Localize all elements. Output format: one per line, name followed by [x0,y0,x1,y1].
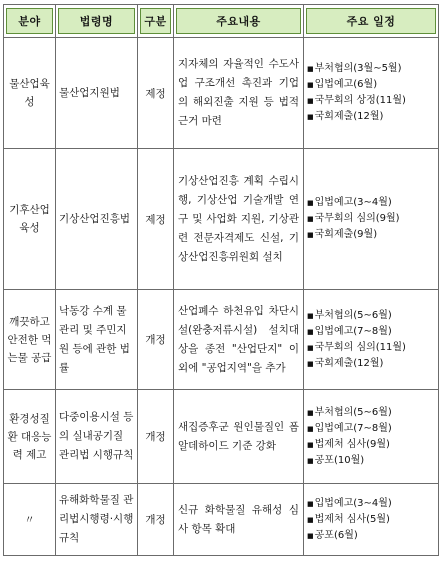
schedule-item: ■ 국회제출(12월) [307,357,384,369]
schedule-cell [304,484,439,556]
content-cell: 기상산업진흥 계획 수립시행, 기상산업 기술개발 연구 및 사업화 지원, 기상관련 전문자격제도 신설, 기상산업진흥위원회 설치 [174,149,304,290]
schedule-item: ■ 부처협의(5∼6월) [307,406,392,418]
law-name-cell: 낙동강 수계 물관리 및 주민지원 등에 관한 법률 [56,290,138,390]
content-cell: 신규 화학물질 유해성 심사 항목 확대 [174,484,304,556]
kind-cell: 제정 [138,149,174,290]
table-row [4,149,439,290]
schedule-item: ■ 법제처 심사(5월) [307,513,390,525]
schedule-item: ■ 부처협의(5∼6월) [307,309,392,321]
table-row [4,290,439,390]
header-cell-field: 분야 [4,5,56,38]
kind-cell: 개정 [138,290,174,390]
schedule-item: ■ 국회제출(12월) [307,111,384,122]
table-row [4,390,439,484]
law-name-cell: 기상산업진흥법 [56,149,138,290]
schedule-item: ■ 입법예고(7∼8월) [307,422,392,434]
schedule-item: ■ 입법예고(7∼8월) [307,325,392,337]
content-cell: 산업폐수 하천유입 차단시설(완충저류시설) 설치대상을 종전 "산업단지" 이외에 "공업지역"을 추가 [174,290,304,390]
schedule-item: ■ 공포(6월) [307,529,358,541]
schedule-item: ■ 입법예고(3∼4월) [307,497,392,509]
schedule-cell [304,149,439,290]
content-cell: 새집증후군 원인물질인 폼알데하이드 기준 강화 [174,390,304,484]
field-cell: 깨끗하고 안전한 먹는물 공급 [4,290,56,390]
schedule-item: ■ 국무회의 상정(11월) [307,95,406,106]
header-cell-law: 법령명 [56,5,138,38]
schedule-item: ■ 국무회의 심의(9월) [307,213,400,224]
law-name-cell: 다중이용시설 등의 실내공기질 관리법 시행규칙 [56,390,138,484]
field-cell: 물산업육성 [4,38,56,149]
schedule-item: ■ 입법예고(6월) [307,79,378,90]
kind-cell: 개정 [138,484,174,556]
field-cell: 환경성질환 대응능력 제고 [4,390,56,484]
schedule-item: ■ 부처협의(3월∼5월) [307,63,402,74]
header-cell-schedule: 주요 일정 [304,5,439,38]
kind-cell: 제정 [138,38,174,149]
schedule-item: ■ 공포(10월) [307,454,365,466]
schedule-cell [304,390,439,484]
law-name-cell: 물산업지원법 [56,38,138,149]
table-row [4,38,439,149]
field-cell: 〃 [4,484,56,556]
schedule-item: ■ 국회제출(9월) [307,229,378,240]
schedule-cell [304,38,439,149]
content-cell: 지자체의 자율적인 수도사업 구조개선 촉진과 기업의 해외진출 지원 등 법적 근거 마련 [174,38,304,149]
schedule-cell [304,290,439,390]
field-cell: 기후산업 육성 [4,149,56,290]
header-row [4,5,439,38]
table-row [4,484,439,556]
law-name-cell: 유해화학물질 관리법시행령·시행규칙 [56,484,138,556]
schedule-item: ■ 입법예고(3∼4월) [307,197,392,208]
legislation-table [3,4,439,556]
header-cell-content: 주요내용 [174,5,304,38]
kind-cell: 개정 [138,390,174,484]
header-cell-kind: 구분 [138,5,174,38]
schedule-item: ■ 국무회의 심의(11월) [307,341,406,353]
schedule-item: ■ 법제처 심사(9월) [307,438,390,450]
